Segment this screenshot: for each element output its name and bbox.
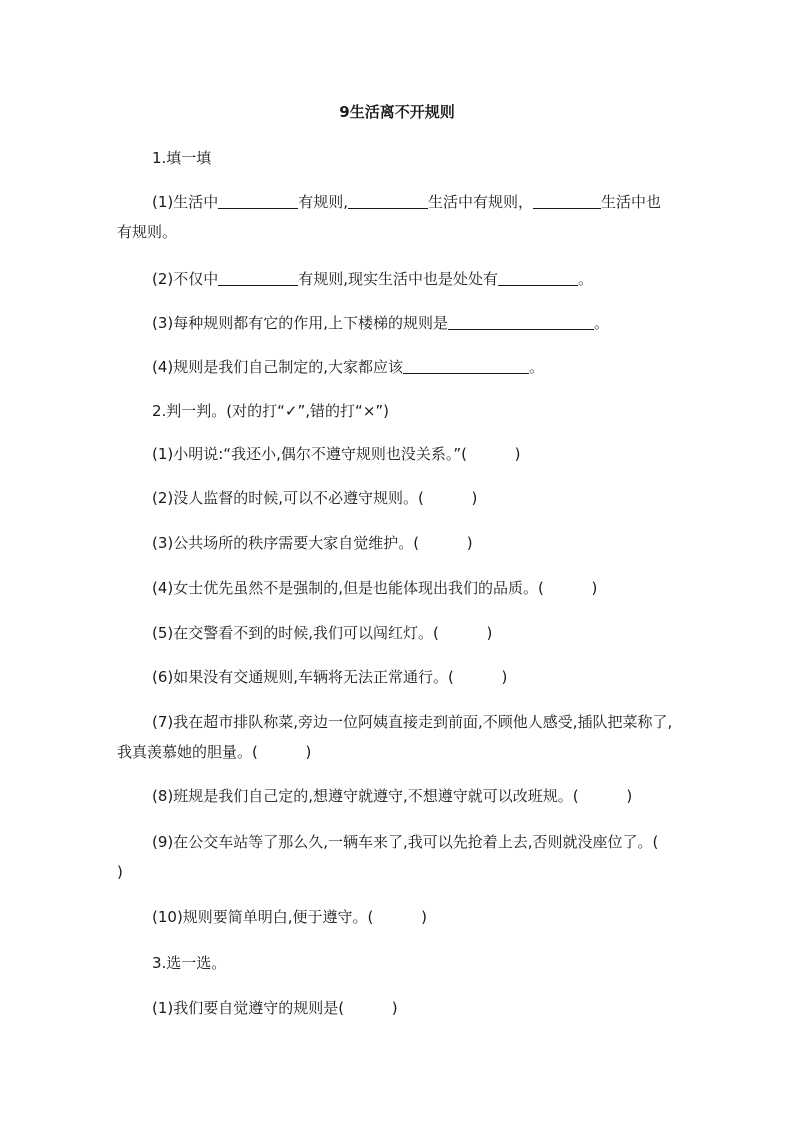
answer-blank[interactable] bbox=[403, 357, 529, 374]
answer-blank[interactable] bbox=[448, 313, 594, 330]
judge-item-8: (8)班规是我们自己定的,想遵守就遵守,不想遵守就可以改班规。( ) bbox=[152, 787, 633, 805]
fill-question-4: (4)规则是我们自己制定的,大家都应该 。 bbox=[152, 358, 545, 376]
answer-blank[interactable] bbox=[218, 269, 298, 286]
judge-item-2: (2)没人监督的时候,可以不必遵守规则。( ) bbox=[152, 489, 478, 507]
answer-blank[interactable] bbox=[218, 192, 298, 209]
page-title: 9生活离不开规则 bbox=[339, 103, 455, 121]
fill-question-1: (1)生活中 有规则, 生活中有规则， 生活中也有规则。 bbox=[117, 193, 662, 241]
choice-question-1: (1)我们要自觉遵守的规则是( ) bbox=[152, 999, 398, 1017]
judge-item-9: (9)在公交车站等了那么久,一辆车来了,我可以先抢着上去,否则就没座位了。( ) bbox=[117, 833, 707, 881]
judge-item-3: (3)公共场所的秩序需要大家自觉维护。( ) bbox=[152, 534, 473, 552]
judge-item-5: (5)在交警看不到的时候,我们可以闯红灯。( ) bbox=[152, 624, 493, 642]
judge-item-1: (1)小明说:“我还小,偶尔不遵守规则也没关系。”( ) bbox=[152, 445, 521, 463]
section1-heading: 1.填一填 bbox=[152, 149, 212, 167]
answer-blank[interactable] bbox=[498, 269, 578, 286]
judge-item-10: (10)规则要简单明白,便于遵守。( ) bbox=[152, 908, 427, 926]
judge-item-7: (7)我在超市排队称菜,旁边一位阿姨直接走到前面,不顾他人感受,插队把菜称了,我真羡慕她的胆量。( ) bbox=[117, 713, 673, 761]
section2-heading: 2.判一判。(对的打“✓”,错的打“×”) bbox=[152, 402, 390, 420]
judge-item-6: (6)如果没有交通规则,车辆将无法正常通行。( ) bbox=[152, 668, 508, 686]
answer-blank[interactable] bbox=[348, 192, 428, 209]
section3-heading: 3.选一选。 bbox=[152, 954, 227, 972]
answer-blank[interactable] bbox=[533, 192, 601, 209]
fill-question-3: (3)每种规则都有它的作用,上下楼梯的规则是 。 bbox=[152, 314, 610, 332]
judge-item-4: (4)女士优先虽然不是强制的,但是也能体现出我们的品质。( ) bbox=[152, 579, 598, 597]
fill-question-2: (2)不仅中 有规则,现实生活中也是处处有 。 bbox=[152, 270, 594, 288]
